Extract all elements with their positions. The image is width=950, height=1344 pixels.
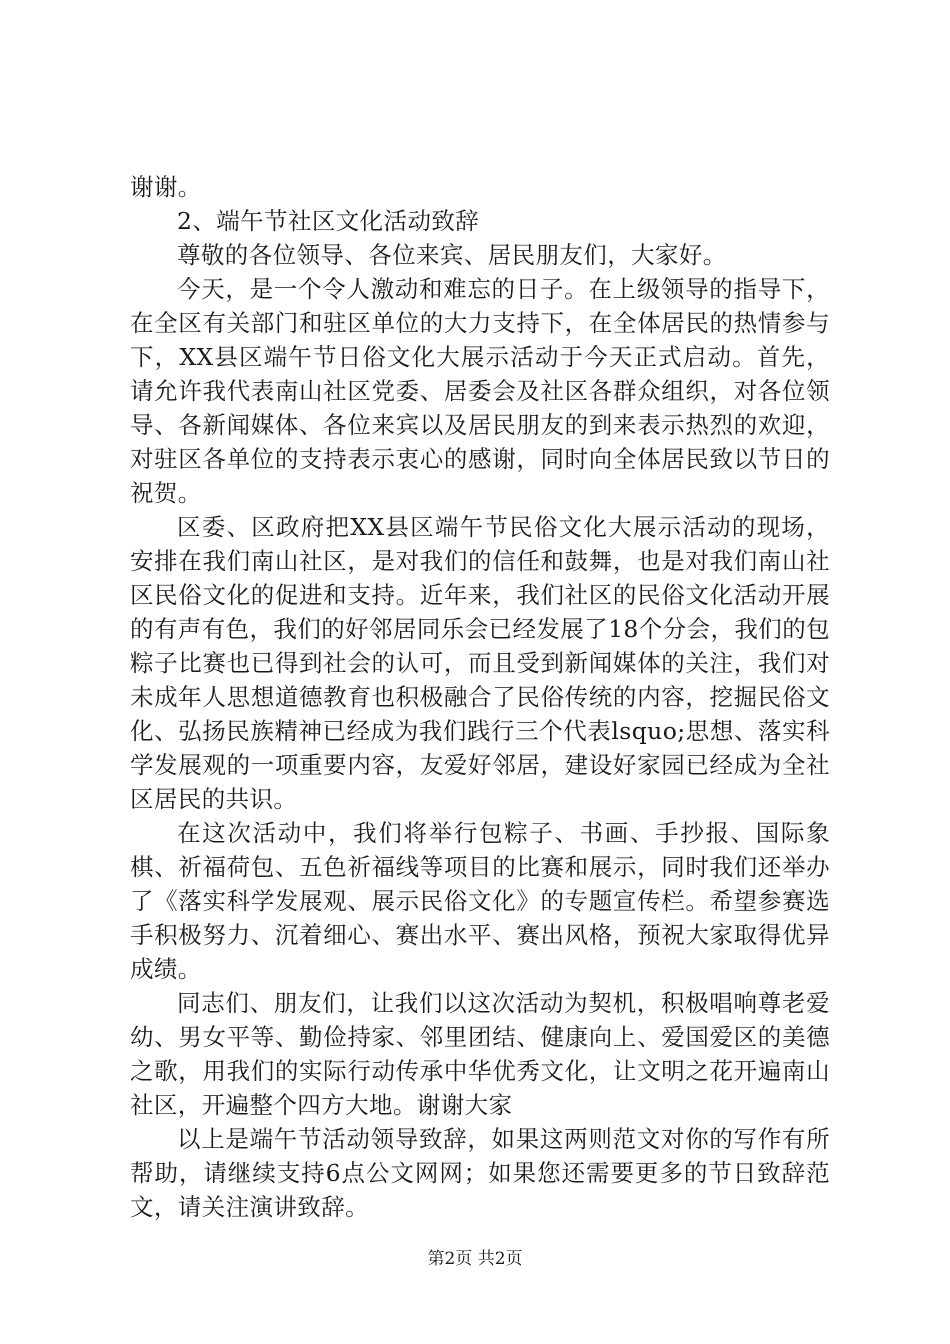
paragraph-opening: 今天，是一个令人激动和难忘的日子。在上级领导的指导下，在全区有关部门和驻区单位的大力支持下，在全体居民的热情参与下，XX县区端午节日俗文化大展示活动于今天正式启动。首先，请允许我代表南山社区党委、居委会及社区各群众组织，对各位领导、各新闻媒体、各位来宾以及居民朋友的到来表示热烈的欢迎，对驻区各单位的支持表示衷心的感谢，同时向全体居民致以节日的祝贺。 bbox=[130, 275, 830, 507]
section-heading: 2、端午节社区文化活动致辞 bbox=[177, 207, 480, 235]
paragraph-note: 以上是端午节活动领导致辞，如果这两则范文对你的写作有所帮助，请继续支持6点公文网网；如果您还需要更多的节日致辞范文，请关注演讲致辞。 bbox=[130, 1125, 830, 1221]
page-number-footer: 第2页 共2页 bbox=[427, 1249, 523, 1269]
document-body bbox=[130, 170, 830, 1224]
paragraph-greeting: 尊敬的各位领导、各位来宾、居民朋友们，大家好。 bbox=[177, 241, 727, 269]
paragraph-call-to-action: 同志们、朋友们，让我们以这次活动为契机，积极唱响尊老爱幼、男女平等、勤俭持家、邻里团结、健康向上、爱国爱区的美德之歌，用我们的实际行动传承中华优秀文化，让文明之花开遍南山社区，开遍整个四方大地。谢谢大家 bbox=[130, 989, 830, 1119]
paragraph-venue: 区委、区政府把XX县区端午节民俗文化大展示活动的现场，安排在我们南山社区，是对我们的信任和鼓舞，也是对我们南山社区民俗文化的促进和支持。近年来，我们社区的民俗文化活动开展的有声有色，我们的好邻居同乐会已经发展了18个分会，我们的包粽子比赛也已得到社会的认可，而且受到新闻媒体的关注，我们对未成年人思想道德教育也积极融合了民俗传统的内容，挖掘民俗文化、弘扬民族精神已经成为我们践行三个代表lsquo;思想、落实科学发展观的一项重要内容，友爱好邻居，建设好家园已经成为全社区居民的共识。 bbox=[130, 513, 830, 813]
paragraph-activities: 在这次活动中，我们将举行包粽子、书画、手抄报、国际象棋、祈福荷包、五色祈福线等项目的比赛和展示，同时我们还举办了《落实科学发展观、展示民俗文化》的专题宣传栏。希望参赛选手积极努力、沉着细心、赛出水平、赛出风格，预祝大家取得优异成绩。 bbox=[130, 819, 830, 983]
paragraph-closing-thanks: 谢谢。 bbox=[130, 173, 202, 201]
